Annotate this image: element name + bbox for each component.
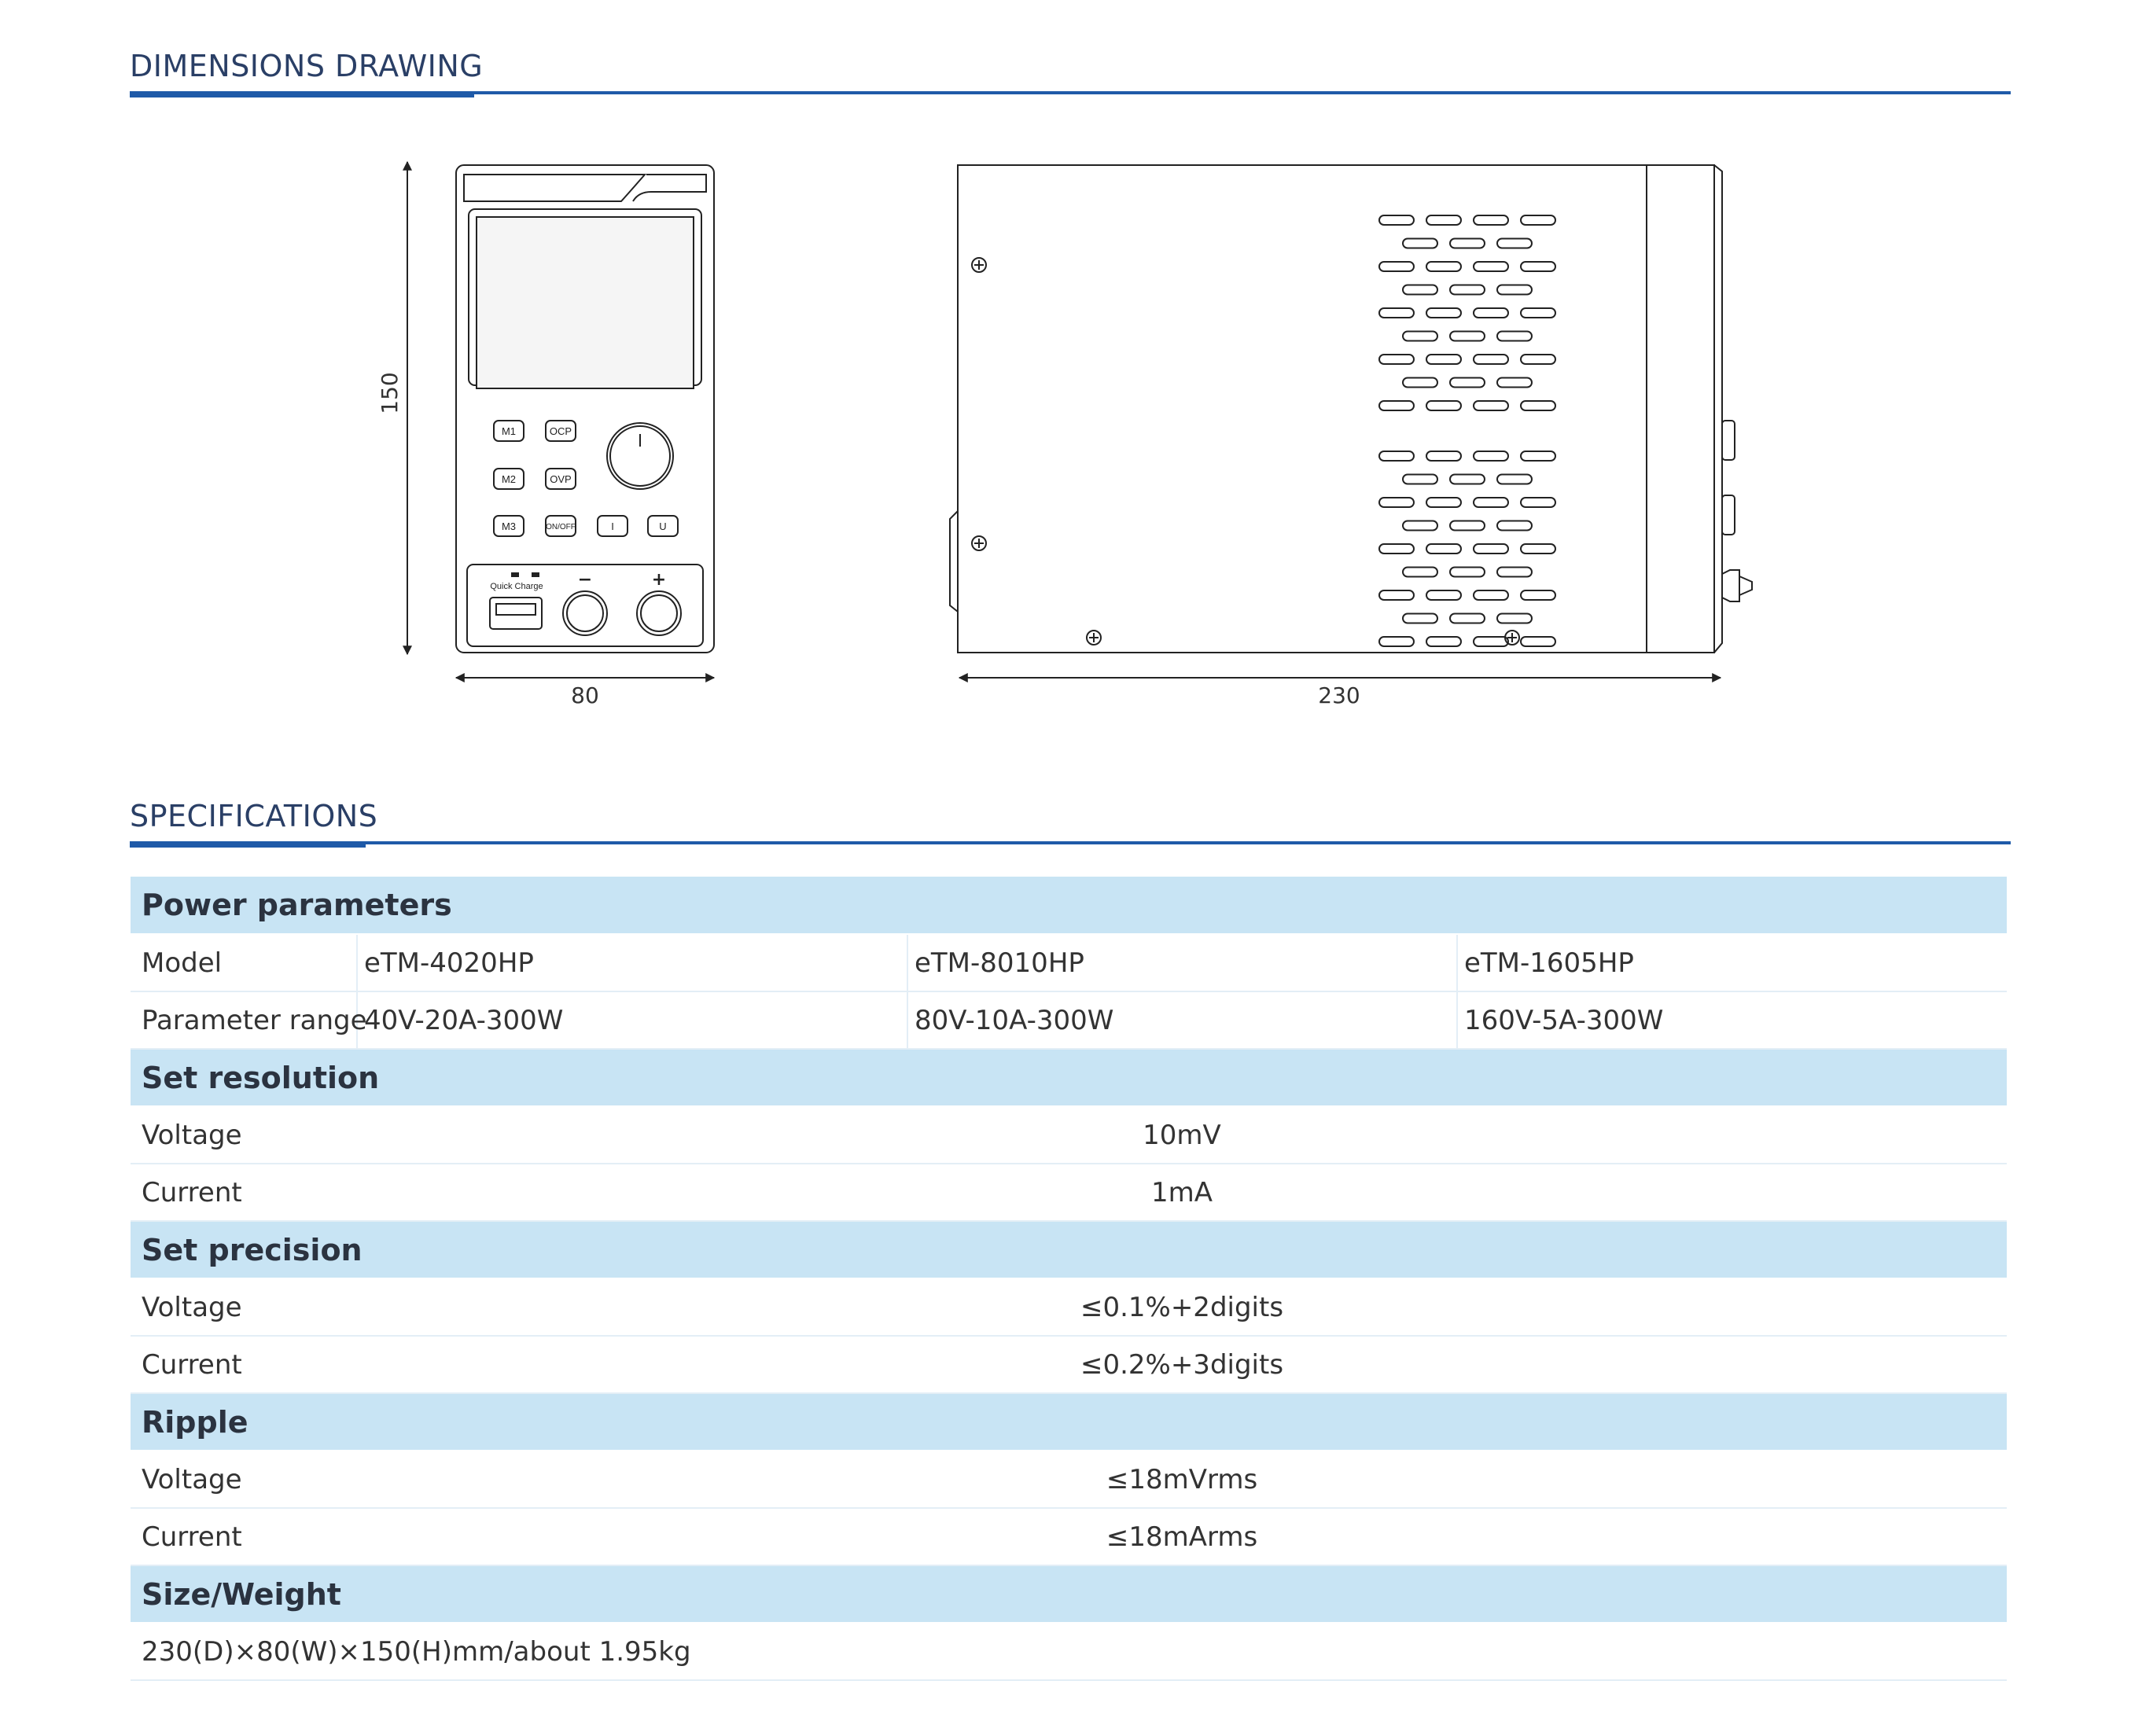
current-key-label: I (611, 520, 614, 532)
category-row (131, 1565, 2007, 1623)
table-cell: 40V-20A-300W (357, 991, 907, 1049)
vent-slot (1403, 378, 1437, 388)
category-title: Ripple (131, 1393, 2007, 1451)
vent-slot (1497, 332, 1532, 341)
quick-charge-label: Quick Charge (490, 582, 543, 591)
vent-slot (1497, 239, 1532, 248)
vent-slot (1474, 308, 1508, 318)
vent-slot (1450, 475, 1485, 484)
vent-slot (1521, 498, 1555, 507)
positive-terminal (637, 591, 681, 635)
table-cell: eTM-4020HP (357, 934, 907, 991)
table-row (131, 1336, 2007, 1393)
table-cell: ≤18mArms (357, 1508, 2007, 1565)
table-cell: 1mA (357, 1164, 2007, 1221)
vent-slot (1474, 590, 1508, 600)
row-label: Current (131, 1164, 357, 1221)
vent-slot (1450, 521, 1485, 531)
vent-slot (1497, 285, 1532, 295)
vent-slot (1379, 637, 1414, 646)
vent-slot (1379, 355, 1414, 364)
vent-slot (1426, 498, 1461, 507)
table-row (131, 1164, 2007, 1221)
table-row (131, 1451, 2007, 1508)
m3-key-label: M3 (501, 520, 517, 532)
vent-slot (1426, 544, 1461, 554)
vent-slot (1474, 451, 1508, 461)
table-cell: 160V-5A-300W (1457, 991, 2007, 1049)
category-title: Set precision (131, 1221, 2007, 1278)
table-cell: 230(D)×80(W)×150(H)mm/about 1.95kg (131, 1623, 2007, 1680)
height-dimension-label: 150 (377, 372, 403, 414)
row-label: Voltage (131, 1106, 357, 1164)
vent-slot (1379, 590, 1414, 600)
negative-terminal (567, 595, 603, 631)
ovp-key-label: OVP (550, 473, 572, 485)
usb-port (490, 598, 542, 629)
vent-slot (1521, 308, 1555, 318)
negative-terminal (563, 591, 607, 635)
vent-slot (1474, 498, 1508, 507)
vent-slot (1521, 262, 1555, 271)
row-label: Parameter range (131, 991, 357, 1049)
vent-slot (1521, 215, 1555, 225)
table-cell: ≤0.1%+2digits (357, 1278, 2007, 1336)
m2-key-label: M2 (501, 473, 517, 485)
side-view (950, 165, 1752, 708)
vent-slot (1426, 451, 1461, 461)
category-row (131, 1049, 2007, 1106)
vent-slot (1403, 568, 1437, 577)
dimensions-drawing-svg (0, 0, 2131, 739)
vent-slot (1403, 285, 1437, 295)
vent-slot (1426, 262, 1461, 271)
table-row (131, 1278, 2007, 1336)
vent-slot (1521, 401, 1555, 410)
vent-slot (1474, 401, 1508, 410)
usb-port-slot (496, 604, 536, 615)
table-row (131, 1508, 2007, 1565)
vent-slot (1379, 308, 1414, 318)
vent-slot (1426, 590, 1461, 600)
rotary-knob (607, 423, 673, 489)
rear-foot (950, 511, 958, 612)
table-cell: 80V-10A-300W (907, 991, 1457, 1049)
width-dimension-label: 80 (571, 682, 599, 708)
vent-slot (1403, 332, 1437, 341)
vent-slot (1450, 568, 1485, 577)
vent-slot (1450, 285, 1485, 295)
row-label: Current (131, 1508, 357, 1565)
table-cell: 10mV (357, 1106, 2007, 1164)
vent-slot (1450, 378, 1485, 388)
vent-slot (1379, 544, 1414, 554)
table-cell: ≤18mVrms (357, 1451, 2007, 1508)
specifications-title: SPECIFICATIONS (130, 799, 378, 833)
vent-slot (1403, 521, 1437, 531)
side-terminal-tip (1739, 576, 1752, 595)
front-view (377, 162, 714, 708)
vent-slot (1474, 637, 1508, 646)
vent-slot (1497, 475, 1532, 484)
title-underline-accent (130, 841, 366, 848)
vent-slot (1426, 215, 1461, 225)
vent-slot (1521, 544, 1555, 554)
table-row (131, 1106, 2007, 1164)
row-label: Current (131, 1336, 357, 1393)
side-knob (1722, 421, 1735, 460)
vent-slot (1426, 637, 1461, 646)
vent-slot (1474, 215, 1508, 225)
category-row (131, 877, 2007, 934)
handle-outline (633, 175, 706, 201)
vent-slot (1497, 521, 1532, 531)
vent-slot (1379, 498, 1414, 507)
vent-slot (1474, 262, 1508, 271)
vent-slot (1450, 332, 1485, 341)
table-row (131, 934, 2007, 991)
table-cell: ≤0.2%+3digits (357, 1336, 2007, 1393)
vent-slot (1403, 475, 1437, 484)
row-label: Voltage (131, 1278, 357, 1336)
vent-slot (1379, 451, 1414, 461)
vent-slot (1450, 239, 1485, 248)
voltage-key-label: U (659, 520, 667, 532)
vent-slot (1379, 401, 1414, 410)
category-row (131, 1393, 2007, 1451)
screw-icon (972, 258, 986, 272)
category-title: Set resolution (131, 1049, 2007, 1106)
handle-outline (464, 175, 645, 201)
vent-slot (1379, 215, 1414, 225)
vent-slot (1497, 378, 1532, 388)
row-label: Voltage (131, 1451, 357, 1508)
vent-slot (1497, 614, 1532, 623)
dimensions-drawing (0, 0, 2131, 739)
vent-slot (1426, 401, 1461, 410)
vent-slot (1521, 637, 1555, 646)
vent-slot (1521, 590, 1555, 600)
onoff-key-label: ON/OFF (546, 523, 576, 531)
table-cell: eTM-8010HP (907, 934, 1457, 991)
positive-terminal (641, 595, 677, 631)
vent-slot (1521, 355, 1555, 364)
ocp-key-label: OCP (549, 425, 572, 437)
category-title: Size/Weight (131, 1565, 2007, 1623)
table-cell: eTM-1605HP (1457, 934, 2007, 991)
qc-indicator-icon (511, 572, 519, 577)
category-row (131, 1221, 2007, 1278)
specifications-table (131, 877, 2007, 1681)
plus-sign: + (651, 570, 667, 590)
vent-slot (1497, 568, 1532, 577)
vent-slot (1474, 355, 1508, 364)
vent-slot (1521, 451, 1555, 461)
screw-icon (1087, 631, 1101, 645)
side-terminal (1722, 570, 1739, 601)
display-screen (477, 217, 694, 388)
vent-slot (1450, 614, 1485, 623)
vent-slot (1426, 355, 1461, 364)
table-row (131, 1623, 2007, 1680)
m1-key-label: M1 (501, 425, 517, 437)
front-bezel-profile (1714, 165, 1722, 653)
screw-icon (972, 536, 986, 550)
vent-slot (1426, 308, 1461, 318)
category-title: Power parameters (131, 877, 2007, 934)
vent-slot (1403, 239, 1437, 248)
side-knob (1722, 495, 1735, 535)
qc-indicator-icon (532, 572, 539, 577)
side-body-outline (958, 165, 1714, 653)
specifications-header (130, 797, 2011, 844)
table-row (131, 991, 2007, 1049)
depth-dimension-label: 230 (1318, 682, 1360, 708)
vent-slot (1474, 544, 1508, 554)
ventilation-slots (1379, 215, 1555, 646)
vent-slot (1403, 614, 1437, 623)
vent-slot (1379, 262, 1414, 271)
minus-sign: − (577, 570, 593, 590)
dimensions-drawing-title: DIMENSIONS DRAWING (130, 49, 484, 83)
row-label: Model (131, 934, 357, 991)
